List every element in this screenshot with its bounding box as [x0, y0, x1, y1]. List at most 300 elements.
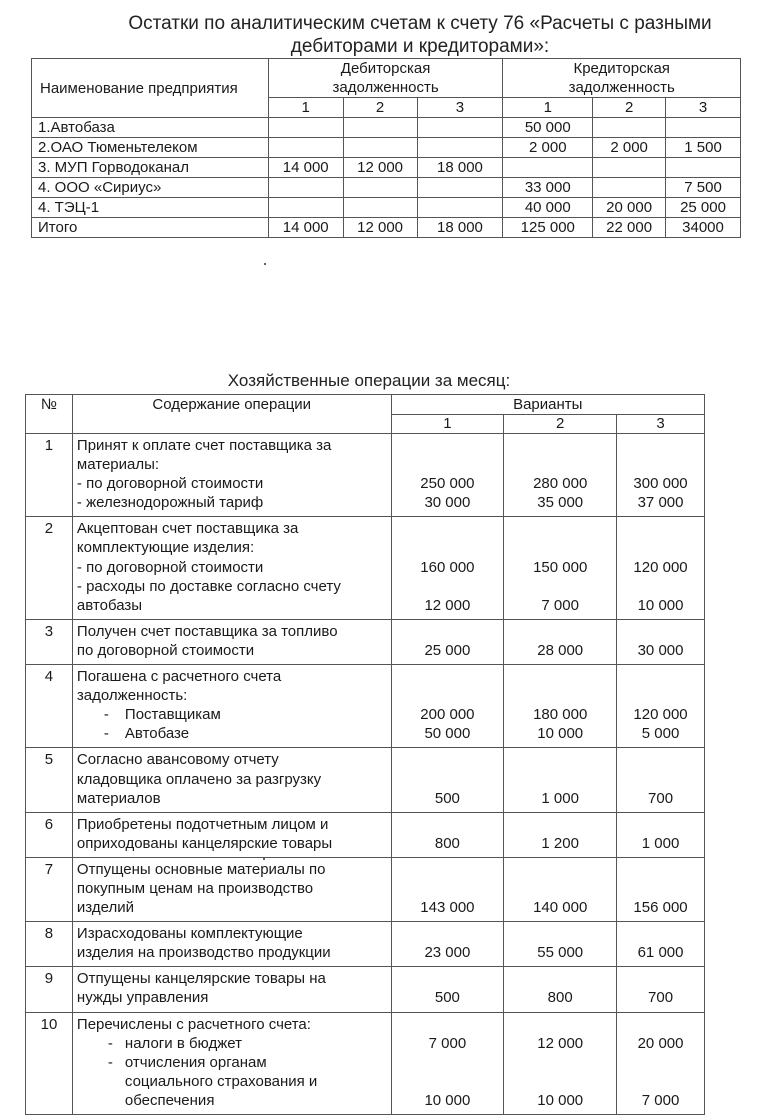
variant-1-values	[391, 748, 504, 812]
operation-line-text: Отпущены основные материалы по	[76, 860, 326, 878]
variant-value	[392, 519, 504, 538]
variant-value	[392, 622, 504, 641]
debit-value: 18 000	[417, 218, 503, 238]
variant-value: 180 000	[533, 706, 588, 724]
debit-value: 14 000	[268, 218, 343, 238]
operation-line	[77, 943, 391, 962]
variant-value	[617, 815, 704, 834]
variant-value	[392, 879, 504, 898]
variant-value: 1 200	[541, 834, 579, 852]
variant-value: 12 000	[424, 596, 471, 614]
variant-value: 1 000	[541, 789, 579, 807]
operation-line	[77, 455, 391, 474]
table-row	[32, 198, 741, 218]
variant-value	[504, 1015, 616, 1034]
dash-bullet: -	[107, 1034, 113, 1052]
operation-line-text: - по договорной стоимости	[76, 475, 264, 493]
operation-description	[72, 812, 391, 857]
variant-value: 20 000	[637, 1034, 684, 1052]
enterprise-name: 1.Автобаза	[32, 118, 269, 138]
operation-number: 6	[26, 812, 73, 857]
operations-table	[25, 394, 705, 1115]
variant-value	[617, 686, 704, 705]
table-row	[32, 138, 741, 158]
operation-number: 10	[26, 1012, 73, 1114]
header-credit	[503, 59, 741, 98]
variant-value	[617, 924, 704, 943]
variant-value	[392, 667, 504, 686]
operation-line-text: социального страхования и	[124, 1072, 318, 1090]
operation-line-text: автобазы	[76, 596, 143, 614]
variant-2-values	[504, 812, 617, 857]
operation-line	[77, 969, 391, 988]
enterprise-name: 3. МУП Горводоканал	[32, 158, 269, 178]
variant-value	[617, 750, 704, 769]
variant-value: 37 000	[637, 494, 684, 512]
operation-row	[26, 434, 705, 517]
variant-value	[392, 686, 504, 705]
variant-value: 150 000	[533, 558, 588, 576]
variant-3-values	[617, 812, 705, 857]
variant-value	[392, 436, 504, 455]
variant-2: 2	[504, 415, 617, 434]
credit-value	[593, 158, 666, 178]
variant-value: 28 000	[537, 641, 584, 659]
operations-rows	[26, 434, 705, 1115]
operation-line	[77, 436, 391, 455]
header-debit-line2: задолженность	[332, 79, 439, 96]
header-enterprise-name: Наименование предприятия	[32, 59, 269, 118]
speck-mark	[263, 858, 265, 860]
operation-line-text: Получен счет поставщика за топливо	[76, 622, 338, 640]
operation-line	[77, 493, 391, 512]
operation-line-text: Приобретены подотчетным лицом и	[76, 815, 329, 833]
variant-value: 10 000	[637, 596, 684, 614]
operation-number: 1	[26, 434, 73, 517]
variant-value: 25 000	[424, 641, 471, 659]
dash-bullet: -	[103, 706, 109, 724]
speck-mark	[264, 263, 266, 265]
variant-value	[392, 455, 504, 474]
credit-value: 33 000	[503, 178, 593, 198]
variant-value	[617, 667, 704, 686]
enterprise-name: 4. ООО «Сириус»	[32, 178, 269, 198]
variant-value	[392, 1072, 504, 1091]
variant-value	[392, 815, 504, 834]
variant-value	[504, 686, 616, 705]
variant-value	[617, 455, 704, 474]
operation-line-text: материалы:	[76, 456, 160, 474]
operation-line-text: задолженность:	[76, 687, 188, 705]
credit-value	[593, 178, 666, 198]
credit-value: 2 000	[503, 138, 593, 158]
debit-variant-1: 1	[268, 98, 343, 118]
variant-value	[392, 770, 504, 789]
variant-1-values	[391, 434, 504, 517]
variant-value	[504, 622, 616, 641]
variant-value: 500	[434, 989, 460, 1007]
variant-2-values	[504, 967, 617, 1012]
variant-2-values	[504, 857, 617, 921]
variant-value: 10 000	[537, 725, 584, 743]
operation-line-text: Израсходованы комплектующие	[76, 925, 303, 943]
variant-1-values	[391, 967, 504, 1012]
variant-3-values	[617, 922, 705, 967]
operation-line	[77, 1072, 391, 1091]
debit-variant-3: 3	[417, 98, 503, 118]
table-row	[32, 178, 741, 198]
operation-line-text: - расходы по доставке согласно счету	[76, 577, 341, 595]
variant-1-values	[391, 857, 504, 921]
variant-value: 23 000	[424, 944, 471, 962]
operation-line-text: Поставщикам	[124, 706, 221, 724]
operation-number: 7	[26, 857, 73, 921]
variant-value	[504, 1072, 616, 1091]
variant-value	[504, 455, 616, 474]
operation-row	[26, 1012, 705, 1114]
operation-line-text: кладовщика оплачено за разгрузку	[76, 770, 322, 788]
operation-line	[77, 815, 391, 834]
variant-1-values	[391, 619, 504, 664]
variant-value	[504, 879, 616, 898]
variant-value: 160 000	[420, 558, 475, 576]
operation-line-text: изделий	[76, 899, 134, 917]
operation-row	[26, 922, 705, 967]
operations-title: Хозяйственные операции за месяц:	[227, 371, 511, 390]
debit-value: 18 000	[417, 158, 503, 178]
variant-value: 700	[648, 789, 674, 807]
balances-rows	[32, 118, 741, 238]
operation-line	[77, 705, 391, 724]
variant-2-values	[504, 1012, 617, 1114]
variant-value	[617, 538, 704, 557]
variant-value: 140 000	[533, 899, 588, 917]
variant-2-values	[504, 748, 617, 812]
operation-line	[77, 860, 391, 879]
operation-line	[77, 924, 391, 943]
operation-line-text: обеспечения	[124, 1091, 215, 1109]
credit-variant-3: 3	[666, 98, 741, 118]
variant-value: 5 000	[641, 725, 680, 743]
variant-2-values	[504, 619, 617, 664]
debit-value	[343, 178, 417, 198]
variant-value	[617, 1072, 704, 1091]
operation-line	[77, 577, 391, 596]
table-row	[32, 158, 741, 178]
enterprise-name: 2.ОАО Тюменьтелеком	[32, 138, 269, 158]
operation-description	[72, 922, 391, 967]
operation-row	[26, 517, 705, 619]
operation-line	[77, 834, 391, 853]
variant-value	[504, 924, 616, 943]
operation-line-text: Перечислены с расчетного счета:	[76, 1015, 311, 1033]
header-credit-line2: задолженность	[568, 79, 675, 96]
variant-3: 3	[617, 415, 705, 434]
variant-value: 300 000	[633, 475, 688, 493]
variant-value	[617, 879, 704, 898]
variant-value	[392, 538, 504, 557]
variant-value: 35 000	[537, 494, 584, 512]
operation-row	[26, 619, 705, 664]
variant-value	[392, 860, 504, 879]
operation-description	[72, 517, 391, 619]
operation-line-text: оприходованы канцелярские товары	[76, 834, 333, 852]
variant-1-values	[391, 665, 504, 748]
variant-value	[617, 519, 704, 538]
variant-1-values	[391, 1012, 504, 1114]
operation-line-text: отчисления органам	[124, 1053, 267, 1071]
variant-value	[504, 770, 616, 789]
variant-value: 143 000	[420, 899, 475, 917]
variant-value: 55 000	[537, 944, 584, 962]
debit-value	[417, 138, 503, 158]
variant-3-values	[617, 857, 705, 921]
variant-value: 200 000	[420, 706, 475, 724]
operation-line	[77, 770, 391, 789]
operation-line	[77, 558, 391, 577]
operation-line-text: Погашена с расчетного счета	[76, 668, 282, 686]
credit-value: 2 000	[593, 138, 666, 158]
variant-1-values	[391, 922, 504, 967]
header-number: №	[26, 395, 73, 434]
variant-value: 250 000	[420, 475, 475, 493]
operation-line	[77, 898, 391, 917]
credit-value	[593, 118, 666, 138]
credit-value: 25 000	[666, 198, 741, 218]
debit-value	[417, 198, 503, 218]
credit-value: 20 000	[593, 198, 666, 218]
operation-description	[72, 857, 391, 921]
credit-variant-2: 2	[593, 98, 666, 118]
variant-value	[504, 969, 616, 988]
operation-row	[26, 857, 705, 921]
variant-value: 7 000	[428, 1034, 467, 1052]
variant-value	[392, 577, 504, 596]
variant-value: 7 000	[641, 1091, 680, 1109]
variant-3-values	[617, 967, 705, 1012]
balances-title	[100, 12, 740, 58]
operation-line	[77, 474, 391, 493]
operation-row	[26, 665, 705, 748]
variant-value	[504, 436, 616, 455]
operation-line-text: Отпущены канцелярские товары на	[76, 970, 326, 988]
debit-value	[268, 138, 343, 158]
variant-1: 1	[391, 415, 504, 434]
credit-value: 34000	[666, 218, 741, 238]
operation-line-text: - железнодорожный тариф	[76, 494, 264, 512]
variant-1-values	[391, 812, 504, 857]
balances-title-line1: Остатки по аналитическим счетам к счету 76 «Расчеты с разными	[128, 13, 712, 34]
variant-2-values	[504, 665, 617, 748]
variant-value	[392, 924, 504, 943]
variant-3-values	[617, 619, 705, 664]
operation-number: 4	[26, 665, 73, 748]
variant-value	[617, 577, 704, 596]
operation-row	[26, 748, 705, 812]
variant-value: 30 000	[424, 494, 471, 512]
operation-line	[77, 596, 391, 615]
variant-value: 120 000	[633, 558, 688, 576]
debit-value	[268, 118, 343, 138]
variant-value	[504, 538, 616, 557]
variant-1-values	[391, 517, 504, 619]
operation-number: 8	[26, 922, 73, 967]
debit-value: 12 000	[343, 218, 417, 238]
operation-description	[72, 434, 391, 517]
credit-value: 22 000	[593, 218, 666, 238]
operation-line	[77, 622, 391, 641]
header-debit	[268, 59, 503, 98]
credit-value	[666, 118, 741, 138]
operation-line-text: Согласно авансовому отчету	[76, 751, 279, 769]
variant-value	[392, 969, 504, 988]
variant-3-values	[617, 1012, 705, 1114]
operation-description	[72, 967, 391, 1012]
variant-value: 7 000	[541, 596, 579, 614]
debit-value	[343, 138, 417, 158]
operation-number: 2	[26, 517, 73, 619]
table-row	[32, 118, 741, 138]
variant-value	[504, 860, 616, 879]
debit-value	[268, 178, 343, 198]
variant-2-values	[504, 434, 617, 517]
operation-line-text: Принят к оплате счет поставщика за	[76, 437, 332, 454]
operation-description	[72, 748, 391, 812]
credit-value: 40 000	[503, 198, 593, 218]
table-row	[32, 218, 741, 238]
credit-variant-1: 1	[503, 98, 593, 118]
variant-2-values	[504, 517, 617, 619]
variant-value: 50 000	[424, 725, 471, 743]
operation-line	[77, 641, 391, 660]
debit-value	[268, 198, 343, 218]
credit-value: 1 500	[666, 138, 741, 158]
operation-line-text: налоги в бюджет	[124, 1034, 242, 1052]
variant-value	[617, 1015, 704, 1034]
credit-value: 50 000	[503, 118, 593, 138]
variant-value: 120 000	[633, 706, 688, 724]
variant-value: 156 000	[633, 899, 688, 917]
credit-value	[503, 158, 593, 178]
debit-value	[343, 198, 417, 218]
header-content: Содержание операции	[72, 395, 391, 434]
variant-value: 12 000	[537, 1034, 584, 1052]
operation-description	[72, 619, 391, 664]
operation-line	[77, 879, 391, 898]
variant-value: 1 000	[641, 834, 680, 852]
operation-line-text: покупным ценам на производство	[76, 879, 314, 897]
variant-2-values	[504, 922, 617, 967]
operation-line	[77, 789, 391, 808]
operation-number: 5	[26, 748, 73, 812]
operation-line	[77, 1034, 391, 1053]
credit-value: 125 000	[503, 218, 593, 238]
operation-line	[77, 519, 391, 538]
operation-line-text: изделия на производство продукции	[76, 944, 331, 962]
variant-3-values	[617, 665, 705, 748]
variant-value: 10 000	[537, 1091, 584, 1109]
operation-number: 9	[26, 967, 73, 1012]
operation-line	[77, 724, 391, 743]
operation-line	[77, 1015, 391, 1034]
credit-value: 7 500	[666, 178, 741, 198]
debit-value	[417, 178, 503, 198]
debit-value	[417, 118, 503, 138]
variant-value	[504, 519, 616, 538]
variant-value: 800	[547, 989, 573, 1007]
debit-value	[343, 118, 417, 138]
operation-line	[77, 988, 391, 1007]
operation-line	[77, 538, 391, 557]
variant-value	[617, 622, 704, 641]
operation-line-text: Акцептован счет поставщика за	[76, 520, 299, 538]
balances-title-line2: дебиторами и кредиторами»:	[290, 36, 550, 57]
variant-value: 700	[648, 989, 674, 1007]
operation-line	[77, 1091, 391, 1110]
operation-line	[77, 667, 391, 686]
variant-3-values	[617, 517, 705, 619]
variant-value	[504, 1053, 616, 1072]
operation-line	[77, 750, 391, 769]
header-credit-line1: Кредиторская	[573, 60, 670, 77]
debit-value: 14 000	[268, 158, 343, 178]
variant-value	[392, 750, 504, 769]
operation-line	[77, 686, 391, 705]
variant-value	[617, 436, 704, 455]
variant-value	[617, 860, 704, 879]
operation-line-text: материалов	[76, 789, 161, 807]
header-debit-line1: Дебиторская	[340, 60, 431, 77]
variant-value	[504, 750, 616, 769]
variant-value: 500	[434, 789, 460, 807]
variant-value	[392, 1053, 504, 1072]
operation-line-text: - по договорной стоимости	[76, 558, 264, 576]
operation-line-text: комплектующие изделия:	[76, 539, 255, 557]
balances-table	[31, 58, 741, 238]
operation-description	[72, 665, 391, 748]
credit-value	[666, 158, 741, 178]
operation-description	[72, 1012, 391, 1114]
operation-line-text: Автобазе	[124, 725, 190, 743]
variant-3-values	[617, 434, 705, 517]
operation-row	[26, 812, 705, 857]
variant-value: 30 000	[637, 641, 684, 659]
debit-value: 12 000	[343, 158, 417, 178]
variant-value	[617, 969, 704, 988]
dash-bullet: -	[103, 725, 109, 743]
variant-value	[392, 1015, 504, 1034]
enterprise-name: 4. ТЭЦ-1	[32, 198, 269, 218]
operation-line-text: нужды управления	[76, 989, 209, 1007]
variant-value	[504, 815, 616, 834]
header-variants: Варианты	[391, 395, 705, 415]
variant-value: 800	[434, 834, 460, 852]
variant-3-values	[617, 748, 705, 812]
variant-value	[617, 770, 704, 789]
operation-line-text: по договорной стоимости	[76, 641, 255, 659]
operation-row	[26, 967, 705, 1012]
variant-value: 280 000	[533, 475, 588, 493]
variant-value: 61 000	[637, 944, 684, 962]
dash-bullet: -	[107, 1053, 113, 1071]
variant-value	[504, 577, 616, 596]
operation-number: 3	[26, 619, 73, 664]
enterprise-name: Итого	[32, 218, 269, 238]
variant-value: 10 000	[424, 1091, 471, 1109]
variant-value	[504, 667, 616, 686]
debit-variant-2: 2	[343, 98, 417, 118]
variant-value	[617, 1053, 704, 1072]
